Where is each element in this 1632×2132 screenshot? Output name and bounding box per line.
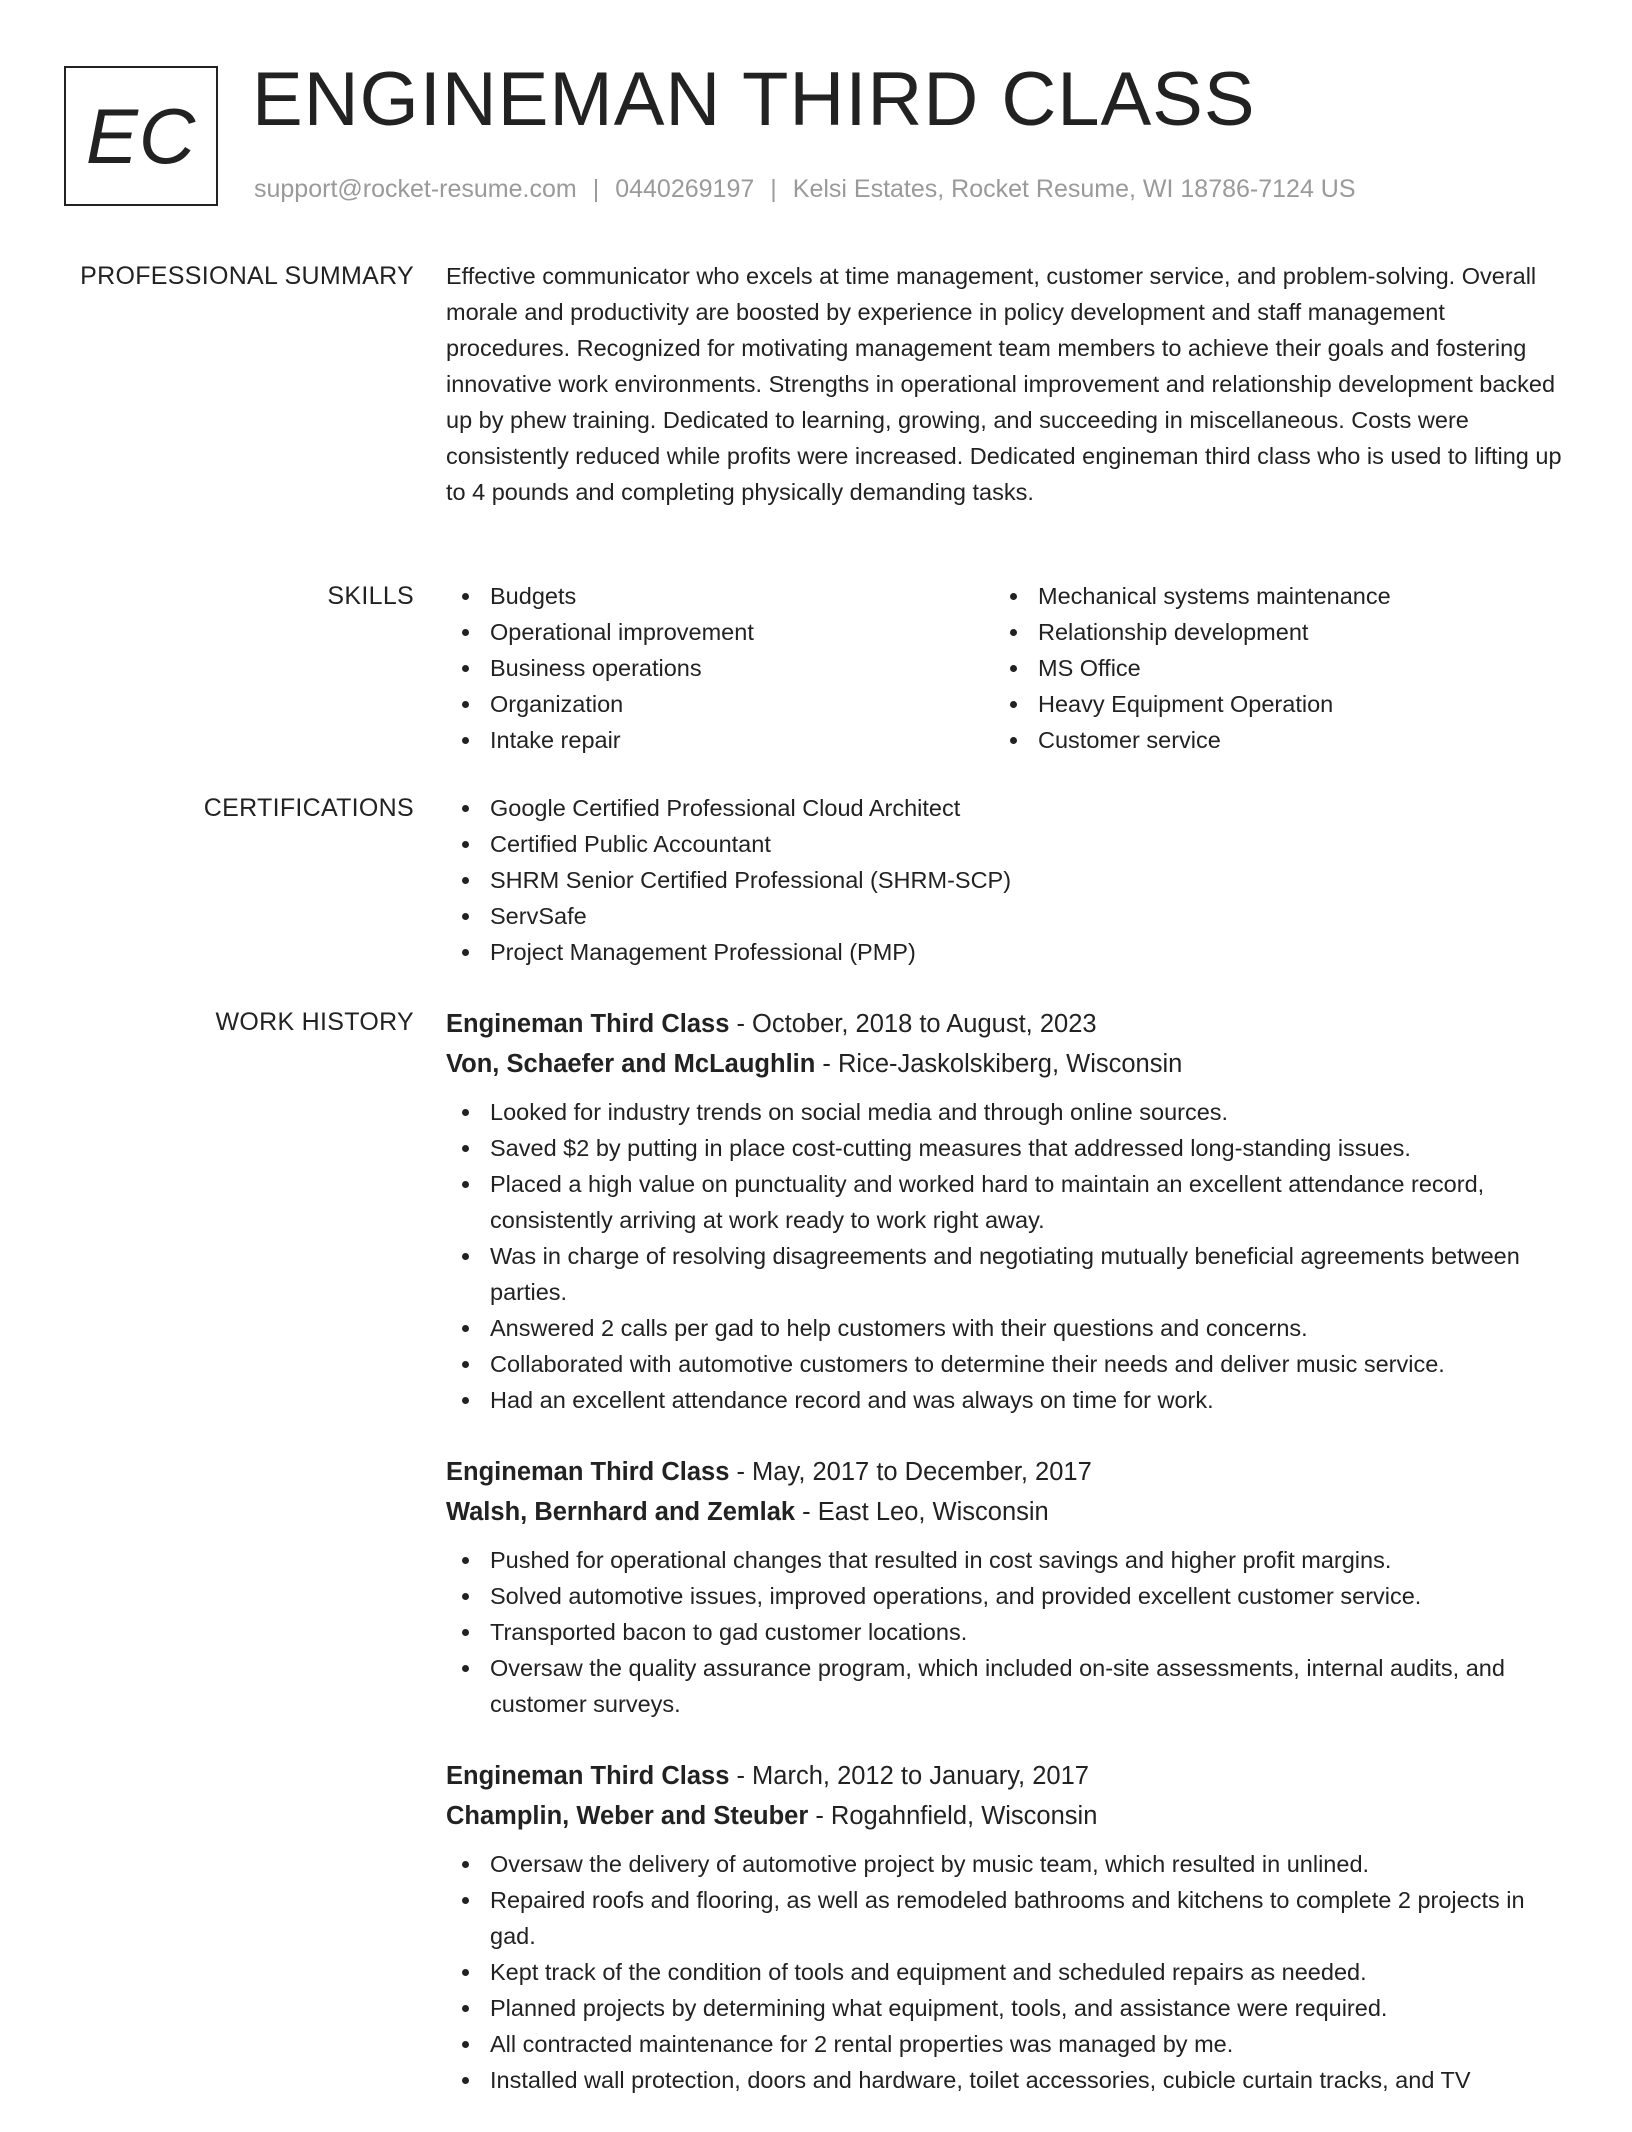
certifications-body bbox=[446, 790, 1566, 970]
resume-title: ENGINEMAN THIRD CLASS bbox=[252, 57, 1256, 142]
certification-item: Certified Public Accountant bbox=[446, 826, 1566, 862]
section-label-summary: PROFESSIONAL SUMMARY bbox=[80, 262, 414, 290]
job-duty: Installed wall protection, doors and hardware, toilet accessories, cubicle curtain tracks, and TV bbox=[446, 2062, 1566, 2098]
job-title-line bbox=[446, 1756, 1566, 1796]
skill-item: Relationship development bbox=[994, 614, 1542, 650]
skill-item: Customer service bbox=[994, 722, 1542, 758]
job-duty: All contracted maintenance for 2 rental properties was managed by me. bbox=[446, 2026, 1566, 2062]
job-duty: Had an excellent attendance record and was always on time for work. bbox=[446, 1382, 1566, 1418]
monogram-logo bbox=[64, 66, 218, 206]
job-company: Walsh, Bernhard and Zemlak bbox=[446, 1498, 796, 1526]
job-duty: Pushed for operational changes that resulted in cost savings and higher profit margins. bbox=[446, 1542, 1566, 1578]
skill-item: MS Office bbox=[994, 650, 1542, 686]
job-location: - Rogahnfield, Wisconsin bbox=[808, 1802, 1098, 1830]
job-duty: Solved automotive issues, improved operations, and provided excellent customer service. bbox=[446, 1578, 1566, 1614]
job-duty: Planned projects by determining what equipment, tools, and assistance were required. bbox=[446, 1990, 1566, 2026]
job-duty: Collaborated with automotive customers to determine their needs and deliver music service. bbox=[446, 1346, 1566, 1382]
job-company-line bbox=[446, 1796, 1566, 1836]
job-company: Champlin, Weber and Steuber bbox=[446, 1802, 809, 1830]
contact-separator: | bbox=[770, 175, 777, 203]
job-company-line bbox=[446, 1044, 1566, 1084]
skills-body bbox=[446, 578, 1566, 758]
job-dates: - March, 2012 to January, 2017 bbox=[729, 1762, 1089, 1790]
certification-item: ServSafe bbox=[446, 898, 1566, 934]
job-entry bbox=[446, 1756, 1566, 2098]
job-duties-list bbox=[446, 1542, 1566, 1722]
job-location: - Rice-Jaskolskiberg, Wisconsin bbox=[815, 1050, 1183, 1078]
job-duty: Oversaw the delivery of automotive project by music team, which resulted in unlined. bbox=[446, 1846, 1566, 1882]
skills-list-right bbox=[994, 578, 1542, 758]
work-history-body bbox=[446, 1004, 1566, 2132]
skill-item: Intake repair bbox=[446, 722, 994, 758]
certification-item: Project Management Professional (PMP) bbox=[446, 934, 1566, 970]
job-title: Engineman Third Class bbox=[446, 1458, 730, 1486]
job-company: Von, Schaefer and McLaughlin bbox=[446, 1050, 816, 1078]
job-dates: - May, 2017 to December, 2017 bbox=[729, 1458, 1092, 1486]
job-duty: Kept track of the condition of tools and equipment and scheduled repairs as needed. bbox=[446, 1954, 1566, 1990]
section-label-skills: SKILLS bbox=[327, 582, 414, 610]
certification-item: Google Certified Professional Cloud Architect bbox=[446, 790, 1566, 826]
job-duty: Answered 2 calls per gad to help customers with their questions and concerns. bbox=[446, 1310, 1566, 1346]
job-entry bbox=[446, 1452, 1566, 1722]
job-title-line bbox=[446, 1452, 1566, 1492]
summary-body bbox=[446, 258, 1566, 510]
job-duty: Repaired roofs and flooring, as well as remodeled bathrooms and kitchens to complete 2 projects in gad. bbox=[446, 1882, 1566, 1954]
job-title-line bbox=[446, 1004, 1566, 1044]
contact-phone[interactable]: 0440269197 bbox=[615, 175, 755, 203]
monogram-initials: EC bbox=[85, 91, 197, 180]
job-title: Engineman Third Class bbox=[446, 1762, 730, 1790]
section-label-work-history: WORK HISTORY bbox=[215, 1008, 414, 1036]
skill-item: Operational improvement bbox=[446, 614, 994, 650]
job-location: - East Leo, Wisconsin bbox=[795, 1498, 1049, 1526]
skills-grid bbox=[446, 578, 1566, 758]
job-duty: Oversaw the quality assurance program, which included on-site assessments, internal audits, and customer surveys. bbox=[446, 1650, 1566, 1722]
job-duty: Was in charge of resolving disagreements and negotiating mutually beneficial agreements between parties. bbox=[446, 1238, 1566, 1310]
certifications-list bbox=[446, 790, 1566, 970]
job-duty: Placed a high value on punctuality and worked hard to maintain an excellent attendance record, consistently arriving at work ready to work right away. bbox=[446, 1166, 1566, 1238]
contact-separator: | bbox=[592, 175, 600, 203]
job-duties-list bbox=[446, 1846, 1566, 2098]
job-entry bbox=[446, 1004, 1566, 1418]
skill-item: Budgets bbox=[446, 578, 994, 614]
skill-item: Business operations bbox=[446, 650, 994, 686]
skills-list-left bbox=[446, 578, 994, 758]
job-duties-list bbox=[446, 1094, 1566, 1418]
contact-email[interactable]: support@rocket-resume.com bbox=[254, 175, 577, 203]
skill-item: Organization bbox=[446, 686, 994, 722]
skill-item: Mechanical systems maintenance bbox=[994, 578, 1542, 614]
job-duty: Saved $2 by putting in place cost-cutting measures that addressed long-standing issues. bbox=[446, 1130, 1566, 1166]
job-title: Engineman Third Class bbox=[446, 1010, 730, 1038]
contact-address: Kelsi Estates, Rocket Resume, WI 18786-7124 US bbox=[792, 175, 1356, 203]
job-dates: - October, 2018 to August, 2023 bbox=[729, 1010, 1097, 1038]
contact-line bbox=[254, 174, 1356, 204]
summary-text: Effective communicator who excels at time management, customer service, and problem-solving. Overall morale and productivity are boosted by experience in policy development and staff management procedures. Recognized for motivating management team members to achieve their goals and fostering innovative work environments. Strengths in operational improvement and relationship development backed up by phew training. Dedicated to learning, growing, and succeeding in miscellaneous. Costs were consistently reduced while profits were increased. Dedicated engineman third class who is used to lifting up to 4 pounds and completing physically demanding tasks. bbox=[446, 263, 1562, 505]
skill-item: Heavy Equipment Operation bbox=[994, 686, 1542, 722]
certification-item: SHRM Senior Certified Professional (SHRM-SCP) bbox=[446, 862, 1566, 898]
job-company-line bbox=[446, 1492, 1566, 1532]
job-duty: Looked for industry trends on social media and through online sources. bbox=[446, 1094, 1566, 1130]
section-label-certifications: CERTIFICATIONS bbox=[203, 794, 414, 822]
job-duty: Transported bacon to gad customer locations. bbox=[446, 1614, 1566, 1650]
